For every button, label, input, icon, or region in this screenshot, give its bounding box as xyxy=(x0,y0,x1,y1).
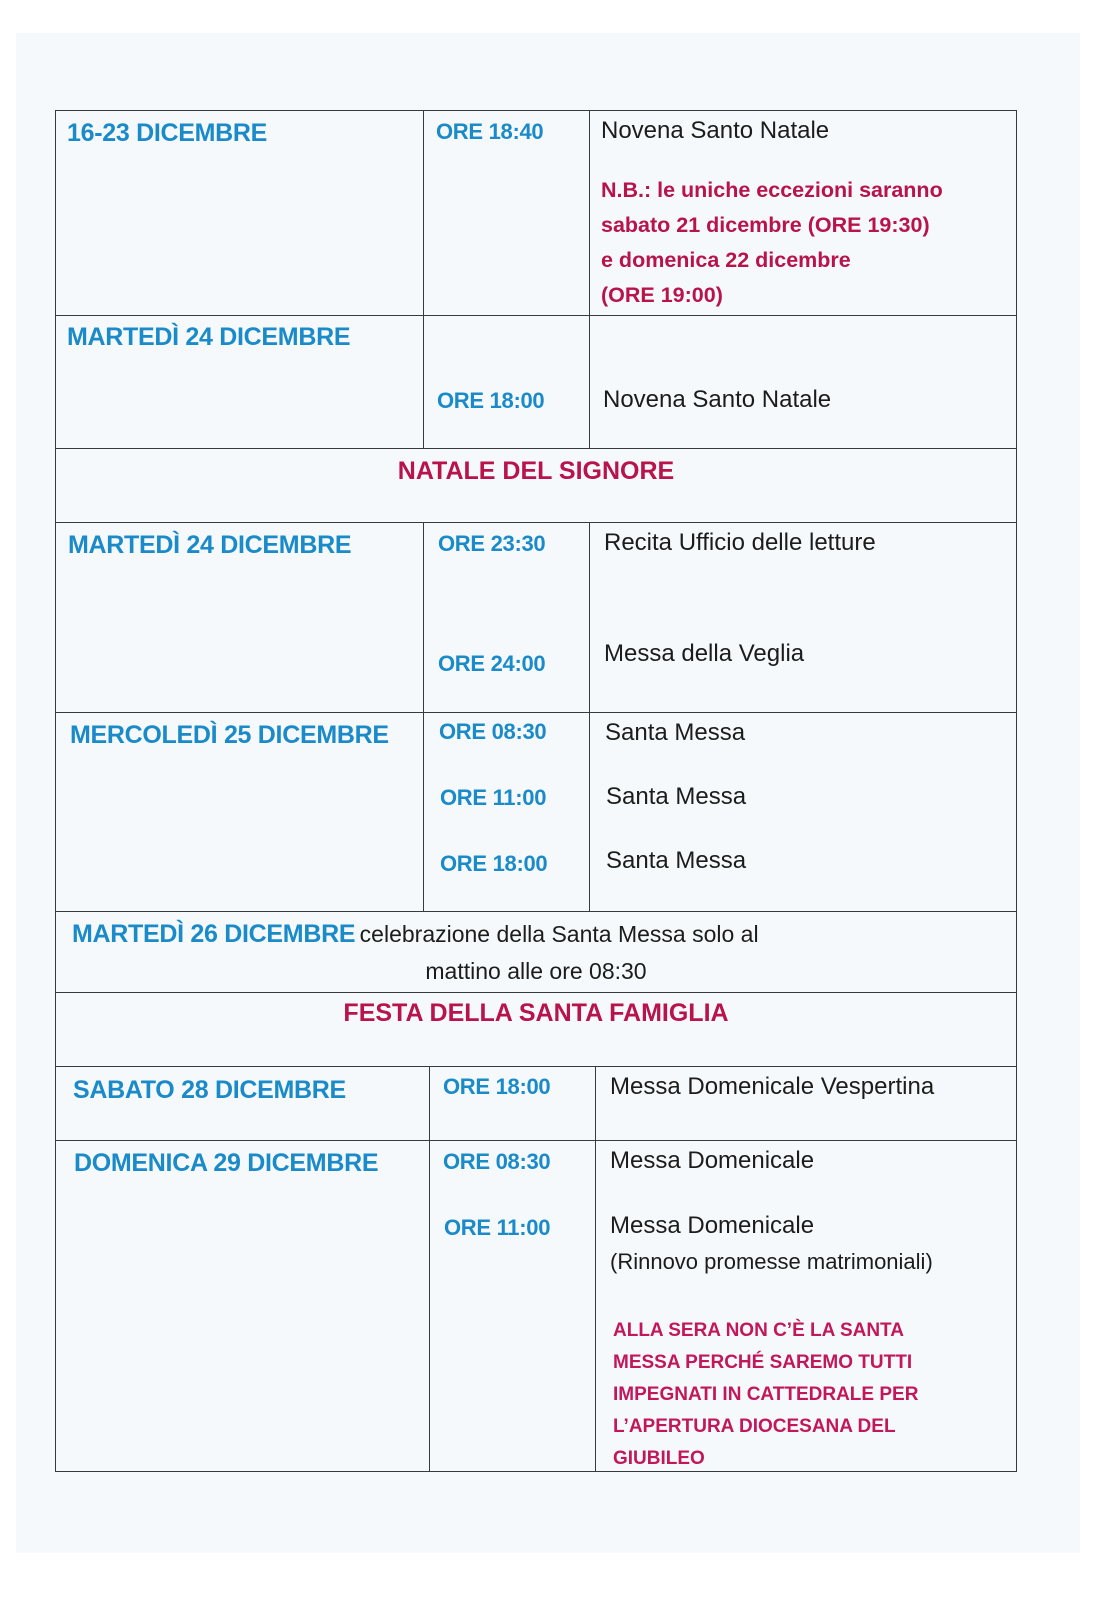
note-line: (ORE 19:00) xyxy=(601,283,723,307)
time-label: ORE 08:30 xyxy=(439,719,547,744)
notice-line xyxy=(72,920,759,949)
event-label: Recita Ufficio delle letture xyxy=(604,529,876,556)
time-label: ORE 23:30 xyxy=(438,531,546,556)
event-label: Santa Messa xyxy=(605,719,746,746)
warning-line: L’APERTURA DIOCESANA DEL xyxy=(613,1416,896,1437)
day-cell xyxy=(56,111,424,315)
time-label: ORE 18:40 xyxy=(436,119,544,144)
exception-note xyxy=(601,173,943,313)
table-row xyxy=(56,1067,1016,1141)
day-label: DOMENICA 29 DICEMBRE xyxy=(74,1149,379,1177)
day-cell xyxy=(56,1067,430,1140)
day-cell xyxy=(56,713,424,911)
schedule-table xyxy=(55,110,1017,1472)
time-label: ORE 08:30 xyxy=(443,1149,551,1174)
event-cell xyxy=(590,713,1016,911)
section-header-row xyxy=(56,993,1016,1067)
note-line: N.B.: le uniche eccezioni saranno xyxy=(601,178,943,202)
day-label: MARTEDÌ 26 DICEMBRE xyxy=(72,920,356,948)
time-label: ORE 11:00 xyxy=(440,785,547,810)
day-cell xyxy=(56,316,424,448)
time-label: ORE 18:00 xyxy=(437,388,545,413)
warning-line: IMPEGNATI IN CATTEDRALE PER xyxy=(613,1384,919,1405)
warning-line: GIUBILEO xyxy=(613,1448,705,1469)
event-cell xyxy=(596,1141,1016,1471)
event-label: Messa Domenicale Vespertina xyxy=(610,1073,935,1100)
time-cell xyxy=(430,1141,596,1471)
event-label: Santa Messa xyxy=(606,783,747,810)
time-label: ORE 18:00 xyxy=(443,1074,551,1099)
event-label: Novena Santo Natale xyxy=(601,117,830,144)
time-cell xyxy=(424,713,590,911)
event-label: Messa Domenicale xyxy=(610,1212,815,1239)
day-cell xyxy=(56,1141,430,1471)
event-cell xyxy=(590,523,1016,712)
notice-text-continued: mattino alle ore 08:30 xyxy=(425,958,647,984)
event-subtitle: (Rinnovo promesse matrimoniali) xyxy=(610,1249,933,1274)
event-label: Messa Domenicale xyxy=(610,1147,815,1174)
time-cell xyxy=(424,523,590,712)
section-title: NATALE DEL SIGNORE xyxy=(397,457,675,485)
time-label: ORE 18:00 xyxy=(440,851,548,876)
day-label: MARTEDÌ 24 DICEMBRE xyxy=(68,531,352,559)
event-label: Santa Messa xyxy=(606,847,747,874)
warning-note xyxy=(613,1315,918,1475)
day-label: 16-23 DICEMBRE xyxy=(67,119,268,147)
time-label: ORE 24:00 xyxy=(438,651,546,676)
day-label: MERCOLEDÌ 25 DICEMBRE xyxy=(70,721,389,749)
event-label: Novena Santo Natale xyxy=(603,386,832,413)
warning-line: ALLA SERA NON C’È LA SANTA xyxy=(613,1320,904,1341)
notice-row xyxy=(56,912,1016,993)
day-cell xyxy=(56,523,424,712)
event-cell xyxy=(596,1067,1016,1140)
time-label: ORE 11:00 xyxy=(444,1215,551,1240)
note-line: sabato 21 dicembre (ORE 19:30) xyxy=(601,213,930,237)
time-cell xyxy=(424,316,590,448)
event-cell xyxy=(590,111,1016,315)
time-cell xyxy=(430,1067,596,1140)
time-cell xyxy=(424,111,590,315)
day-label: SABATO 28 DICEMBRE xyxy=(73,1076,346,1104)
event-cell xyxy=(590,316,1016,448)
notice-text: celebrazione della Santa Messa solo al xyxy=(359,921,759,947)
table-row xyxy=(56,316,1016,449)
event-label: Messa della Veglia xyxy=(604,640,805,667)
section-header-row xyxy=(56,449,1016,523)
day-label: MARTEDÌ 24 DICEMBRE xyxy=(67,323,351,351)
table-row xyxy=(56,111,1016,316)
table-row xyxy=(56,523,1016,713)
section-title: FESTA DELLA SANTA FAMIGLIA xyxy=(343,999,729,1027)
note-line: e domenica 22 dicembre xyxy=(601,248,851,272)
table-row xyxy=(56,1141,1016,1471)
table-row xyxy=(56,713,1016,912)
warning-line: MESSA PERCHÉ SAREMO TUTTI xyxy=(613,1352,913,1373)
